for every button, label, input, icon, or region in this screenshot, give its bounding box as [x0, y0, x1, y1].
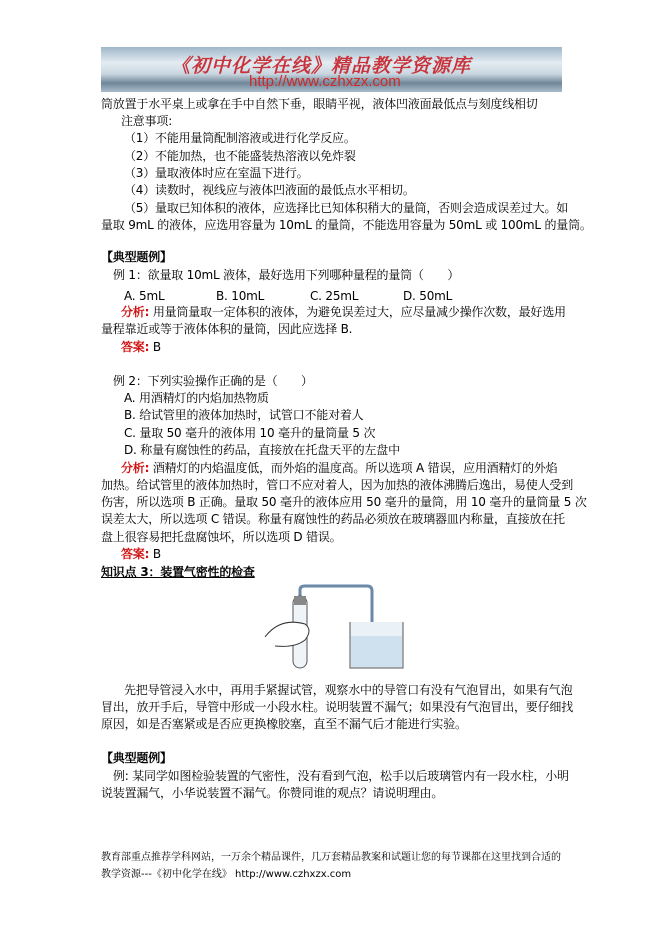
text-line: 盘上很容易把托盘腐蚀坏，所以选项 D 错误。: [101, 530, 342, 544]
text-line: 冒出，放开手后，导管中形成一小段水柱。说明装置不漏气；如果没有气泡冒出，要仔细找: [101, 700, 574, 714]
text-line: 伤害，所以选项 B 正确。量取 50 毫升的液体应用 50 毫升的量筒，用 10 毫升的量筒量 5 次: [101, 495, 587, 509]
answer-value: B: [152, 547, 161, 561]
analysis: [121, 305, 566, 319]
footer-line: 教育部重点推荐学科网站，一万余个精品课件，几万套精品教案和试题让您的每节课都在这里找到合适的: [101, 852, 561, 863]
text-line: 说装置漏气，小华说装置不漏气。你赞同谁的观点？请说明理由。: [101, 786, 444, 800]
banner-url[interactable]: http://www.czhxzx.com: [249, 73, 401, 90]
text-line: 注意事项:: [121, 114, 173, 128]
text-line: 量取 9mL 的液体，应选用容量为 10mL 的量筒，不能选用容量为 50mL 或 100mL 的量筒。: [101, 218, 592, 232]
answer: [121, 340, 161, 354]
answer-label: 答案:: [121, 547, 150, 561]
question-3: 例: 某同学如图检验装置的气密性，没有看到气泡，松手以后玻璃管内有一段水柱，小明: [113, 769, 569, 783]
analysis-text: 用量筒量取一定体积的液体，为避免误差过大，应尽量减少操作次数，最好选用: [152, 305, 566, 319]
text-line: （1）不能用量筒配制溶液或进行化学反应。: [124, 131, 356, 145]
question-1: 例 1：欲量取 10mL 液体，最好选用下列哪种量程的量筒（ ）: [113, 268, 460, 282]
text-line: 量程靠近或等于液体体积的量筒，因此应选择 B.: [101, 322, 353, 336]
section-heading: 【典型题例】: [101, 751, 172, 765]
analysis-label: 分析:: [121, 461, 150, 475]
option-a: A. 用酒精灯的内焰加热物质: [124, 391, 269, 405]
answer-label: 答案:: [121, 340, 150, 354]
analysis-text: 酒精灯的内焰温度低，而外焰的温度高。所以选项 A 错误，应用酒精灯的外焰: [152, 461, 558, 475]
text-line: 加热。给试管里的液体加热时，管口不应对着人，因为加热的液体沸腾后逸出，易使人受到: [101, 478, 574, 492]
banner-title: 《初中化学在线》精品教学资源库: [171, 55, 472, 77]
text-line: 筒放置于水平桌上或拿在手中自然下垂，眼睛平视，液体凹液面最低点与刻度线相切: [101, 97, 538, 111]
footer-text: 教学资源---《初中化学在线》: [101, 869, 232, 880]
option-d: D. 称量有腐蚀性的药品，直接放在托盘天平的左盘中: [124, 443, 400, 457]
header-banner: [101, 47, 562, 92]
text-line: （2）不能加热，也不能盛装热溶液以免炸裂: [124, 149, 356, 163]
knowledge-point-heading: 知识点 3：装置气密性的检查: [101, 565, 255, 579]
text-line: 误差太大，所以选项 C 错误。称量有腐蚀性的药品必须放在玻璃器皿内称量，直接放在托: [101, 512, 565, 526]
option-d: D. 50mL: [403, 289, 453, 303]
footer-line: [101, 869, 351, 881]
option-a: A. 5mL: [124, 289, 165, 303]
text-line: 原因，如是否塞紧或是否应更换橡胶塞，直至不漏气后才能进行实验。: [101, 717, 467, 731]
answer-value: B: [152, 340, 161, 354]
option-c: C. 量取 50 毫升的液体用 10 毫升的量筒量 5 次: [124, 426, 376, 440]
option-b: B. 10mL: [216, 289, 265, 303]
answer: [121, 547, 161, 561]
text-line: （3）量取液体时应在室温下进行。: [124, 166, 309, 180]
analysis: [121, 461, 557, 475]
analysis-label: 分析:: [121, 305, 150, 319]
question-2: 例 2：下列实验操作正确的是（ ）: [113, 374, 313, 388]
section-heading: 【典型题例】: [101, 250, 172, 264]
airtightness-apparatus-figure: [255, 582, 425, 674]
text-line: （4）读数时，视线应与液体凹液面的最低点水平相切。: [124, 183, 415, 197]
text-line: （5）量取已知体积的液体，应选择比已知体积稍大的量筒，否则会造成误差过大。如: [124, 201, 569, 215]
text-line: 先把导管浸入水中，再用手紧握试管，观察水中的导管口有没有气泡冒出，如果有气泡: [124, 683, 573, 697]
footer-url[interactable]: http://www.czhxzx.com: [235, 869, 352, 880]
option-b: B. 给试管里的液体加热时，试管口不能对着人: [124, 408, 364, 422]
option-c: C. 25mL: [310, 289, 359, 303]
